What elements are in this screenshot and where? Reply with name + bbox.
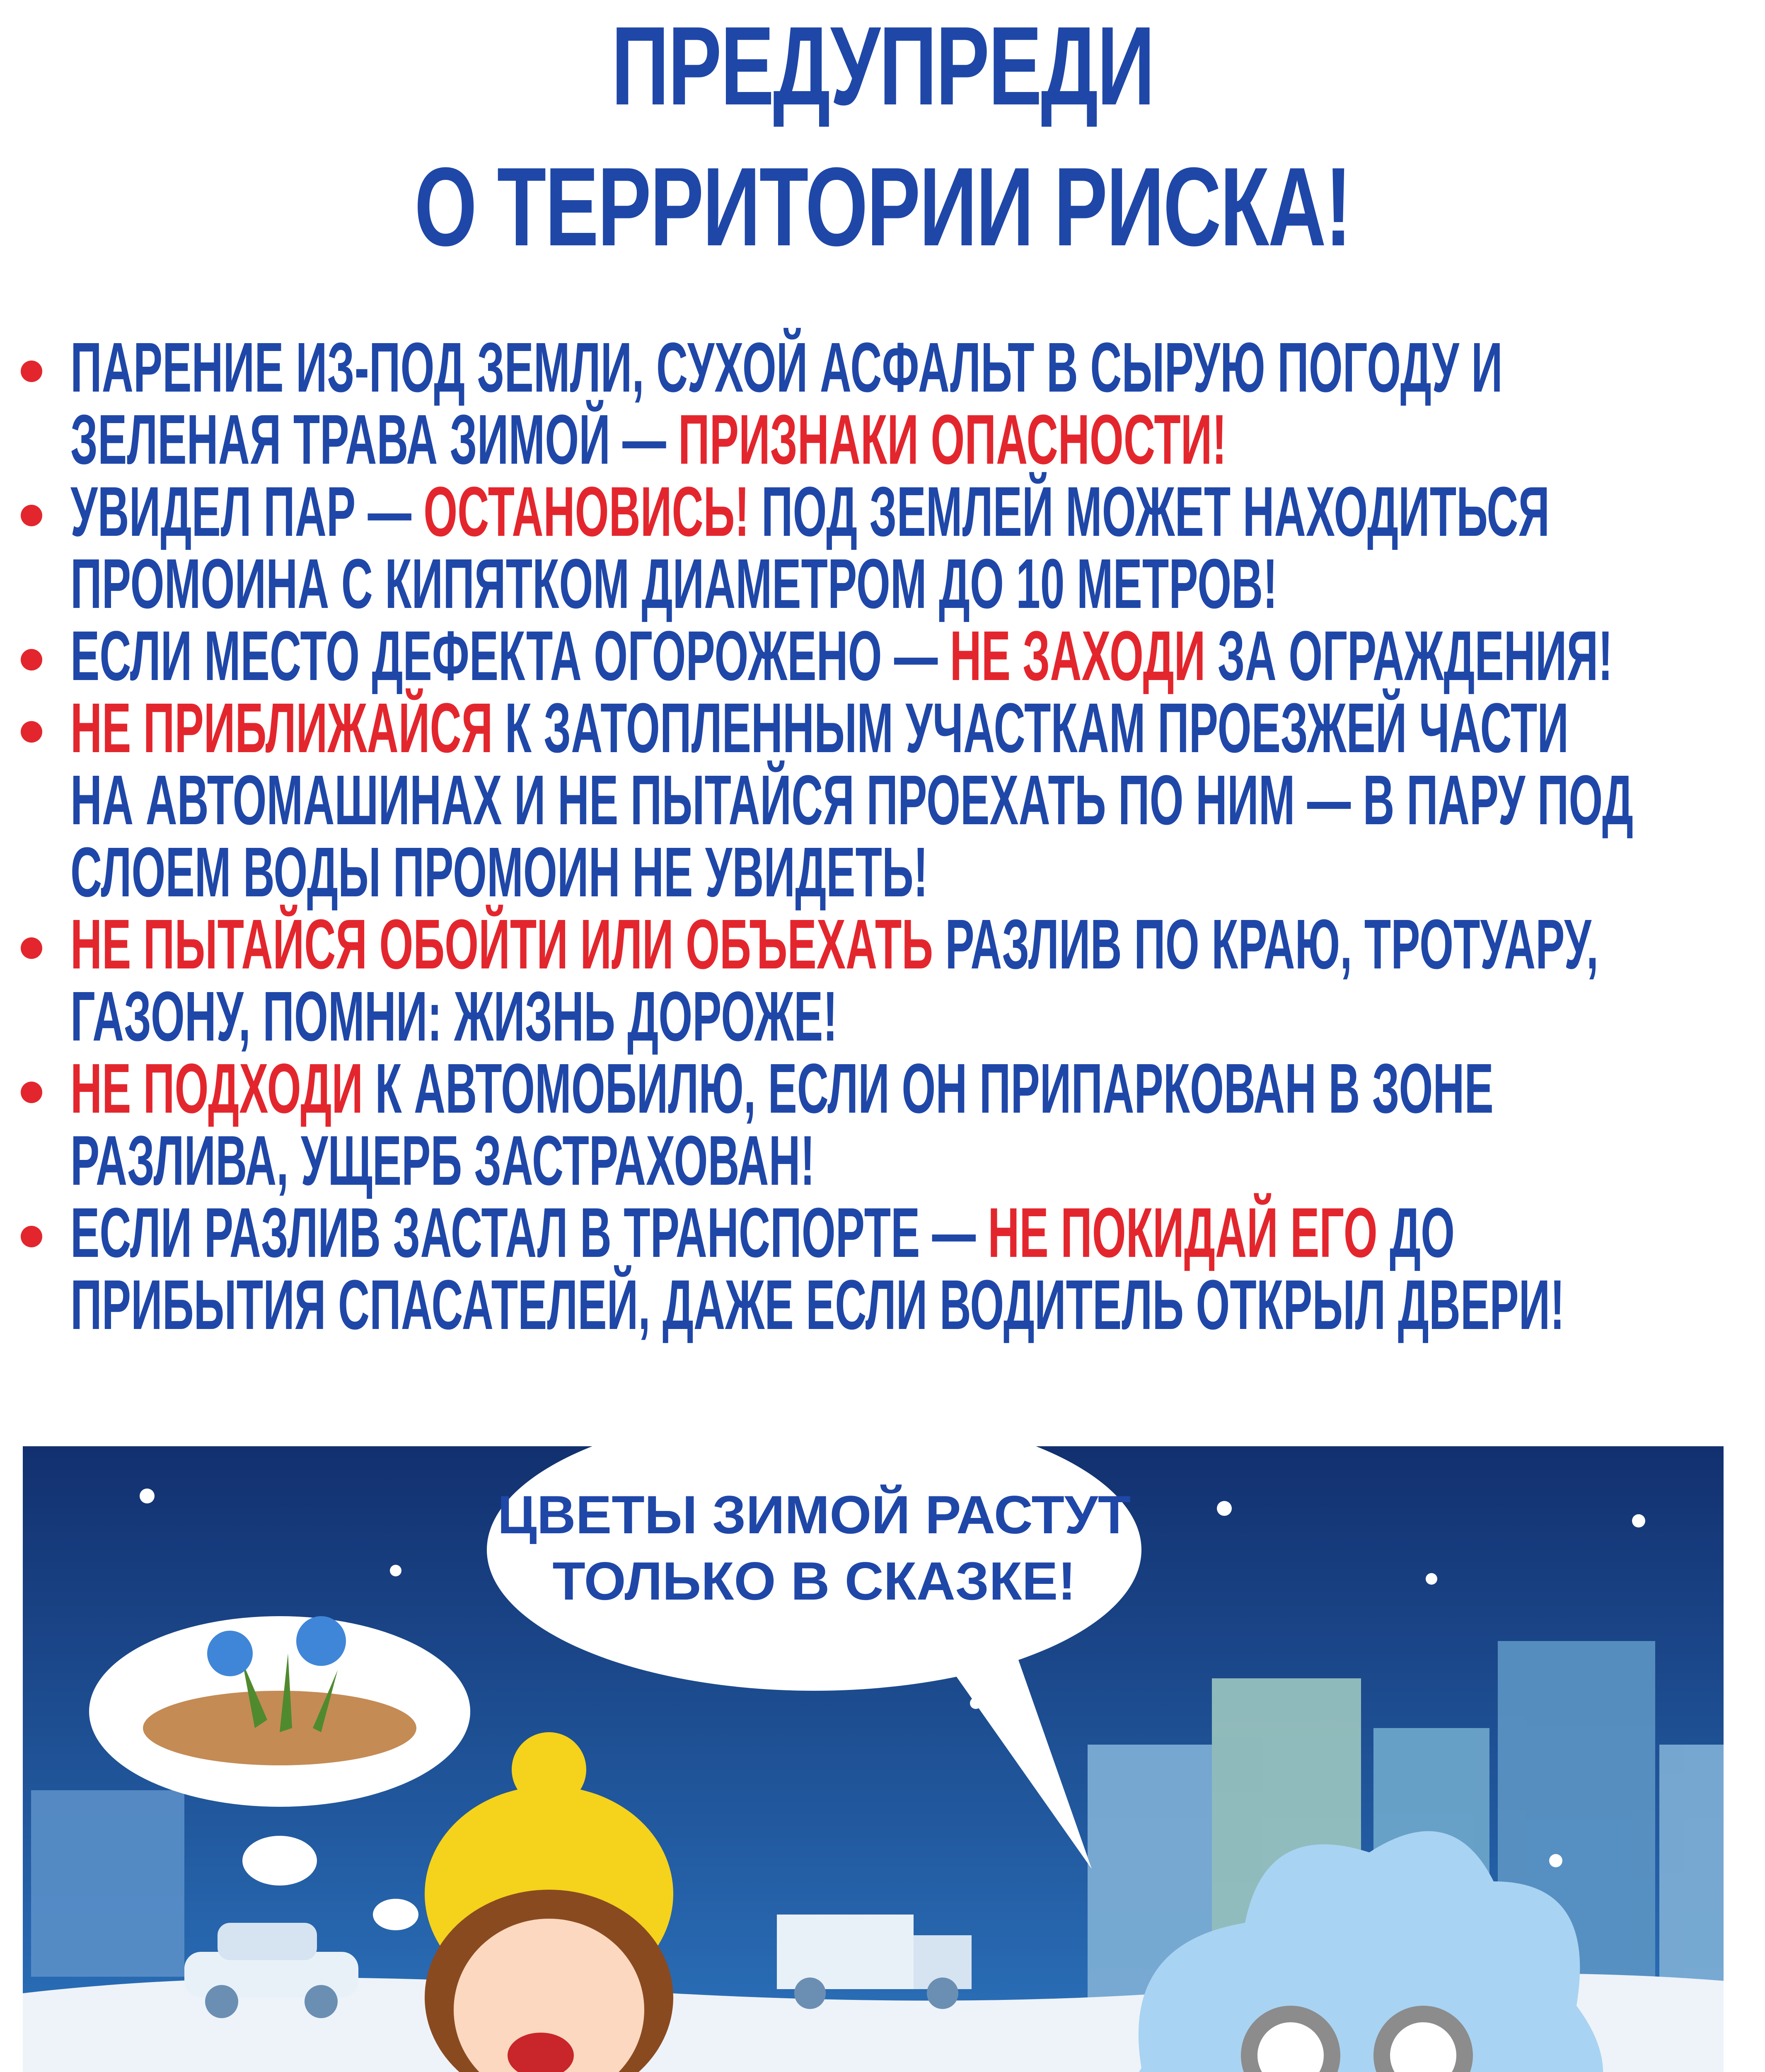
warning-line: ПРОМОИНА С КИПЯТКОМ ДИАМЕТРОМ ДО 10 МЕТРОВ! <box>70 545 1278 623</box>
warning-line: ЗЕЛЕНАЯ ТРАВА ЗИМОЙ — ПРИЗНАКИ ОПАСНОСТИ! <box>70 400 1227 479</box>
warning-line: НЕ ПОДХОДИ К АВТОМОБИЛЮ, ЕСЛИ ОН ПРИПАРКОВАН В ЗОНЕ <box>70 1049 1494 1128</box>
warning-item <box>17 1193 1748 1344</box>
warning-line: НЕ ПЫТАЙСЯ ОБОЙТИ ИЛИ ОБЪЕХАТЬ РАЗЛИВ ПО КРАЮ, ТРОТУАРУ, <box>70 905 1599 984</box>
warning-line: ЕСЛИ РАЗЛИВ ЗАСТАЛ В ТРАНСПОРТЕ — НЕ ПОКИДАЙ ЕГО ДО <box>70 1193 1455 1272</box>
bullet-icon <box>21 361 42 382</box>
warning-item <box>17 905 1748 1056</box>
bullet-icon <box>21 649 42 670</box>
warning-line: УВИДЕЛ ПАР — ОСТАНОВИСЬ! ПОД ЗЕМЛЕЙ МОЖЕТ НАХОДИТЬСЯ <box>70 472 1550 551</box>
warning-line: ПРИБЫТИЯ СПАСАТЕЛЕЙ, ДАЖЕ ЕСЛИ ВОДИТЕЛЬ ОТКРЫЛ ДВЕРИ! <box>70 1266 1565 1344</box>
warning-item <box>17 617 1748 695</box>
warning-line: ГАЗОНУ, ПОМНИ: ЖИЗНЬ ДОРОЖЕ! <box>70 977 838 1056</box>
speech-line-1: ЦВЕТЫ ЗИМОЙ РАСТУТ <box>497 1484 1131 1545</box>
warning-line: РАЗЛИВА, УЩЕРБ ЗАСТРАХОВАН! <box>70 1121 815 1200</box>
warning-line: ПАРЕНИЕ ИЗ-ПОД ЗЕМЛИ, СУХОЙ АСФАЛЬТ В СЫРУЮ ПОГОДУ И <box>70 328 1503 407</box>
warning-item <box>17 1049 1748 1200</box>
warning-line: ЕСЛИ МЕСТО ДЕФЕКТА ОГОРОЖЕНО — НЕ ЗАХОДИ ЗА ОГРАЖДЕНИЯ! <box>70 617 1613 695</box>
warning-item <box>17 689 1748 912</box>
speech-line-2: ТОЛЬКО В СКАЗКЕ! <box>552 1551 1076 1611</box>
warning-list <box>17 328 1748 1344</box>
bullet-icon <box>21 1226 42 1247</box>
poster-title-line-2: О ТЕРРИТОРИИ РИСКА! <box>414 145 1351 269</box>
warning-line: НЕ ПРИБЛИЖАЙСЯ К ЗАТОПЛЕННЫМ УЧАСТКАМ ПРОЕЗЖЕЙ ЧАСТИ <box>70 689 1569 767</box>
warning-item <box>17 328 1748 479</box>
bullet-icon <box>21 505 42 526</box>
bullet-icon <box>21 1082 42 1103</box>
bullet-icon <box>21 937 42 959</box>
warning-item <box>17 472 1748 623</box>
poster-title-line-1: ПРЕДУПРЕДИ <box>611 4 1154 128</box>
winter-scene-illustration <box>23 1446 1724 2072</box>
warning-line: НА АВТОМАШИНАХ И НЕ ПЫТАЙСЯ ПРОЕХАТЬ ПО НИМ — В ПАРУ ПОД <box>70 761 1634 840</box>
bullet-icon <box>21 721 42 743</box>
warning-line: СЛОЕМ ВОДЫ ПРОМОИН НЕ УВИДЕТЬ! <box>70 833 928 912</box>
